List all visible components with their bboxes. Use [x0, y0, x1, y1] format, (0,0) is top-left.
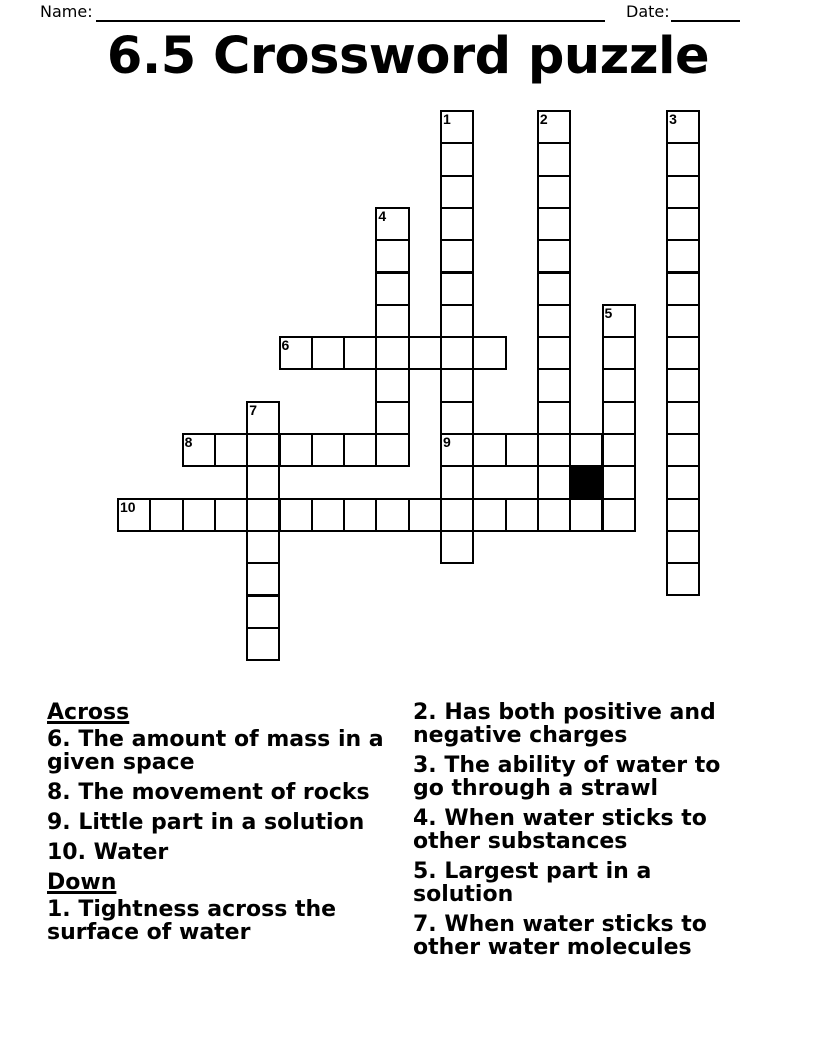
grid-cell	[246, 433, 280, 467]
grid-cell	[666, 530, 700, 564]
grid-cell	[537, 498, 571, 532]
grid-cell	[666, 433, 700, 467]
grid-cell	[182, 433, 216, 467]
grid-cell	[343, 433, 377, 467]
grid-cell	[440, 272, 474, 306]
grid-cell-number: 2	[539, 111, 548, 127]
grid-cell	[537, 110, 571, 144]
clue-down-2	[413, 701, 729, 747]
grid-cell-number: 9	[443, 434, 451, 450]
grid-cell	[246, 401, 280, 435]
grid-cell	[375, 272, 409, 306]
clue-text: Largest part in a solution	[413, 859, 652, 907]
grid-cell	[666, 207, 700, 241]
grid-cell	[666, 110, 700, 144]
grid-cell	[375, 239, 409, 273]
grid-cell	[666, 401, 700, 435]
grid-cell	[602, 433, 636, 467]
crossword-grid	[117, 110, 703, 664]
grid-cell	[440, 175, 474, 209]
clue-text: Has both positive and negative charges	[413, 700, 716, 748]
clue-across-6	[47, 728, 409, 774]
clue-text: Water	[93, 840, 169, 865]
grid-cell	[602, 336, 636, 370]
clue-number: 9.	[47, 810, 71, 835]
clue-down-1	[47, 898, 409, 944]
name-label: Name:	[40, 2, 93, 21]
grid-cell	[666, 498, 700, 532]
grid-cell	[537, 272, 571, 306]
clue-across-8	[47, 781, 409, 804]
grid-cell-number: 5	[604, 304, 613, 321]
grid-cell	[666, 304, 700, 338]
clue-number: 6.	[47, 727, 71, 752]
down-heading: Down	[47, 870, 117, 895]
grid-cell	[375, 368, 409, 402]
grid-cell	[246, 498, 280, 532]
grid-cell	[602, 465, 636, 499]
grid-cell	[117, 498, 151, 532]
grid-cell	[440, 336, 474, 370]
date-label: Date:	[626, 2, 670, 21]
grid-cell	[246, 627, 280, 661]
grid-cell	[375, 304, 409, 338]
grid-cell	[182, 498, 216, 532]
grid-cell-number: 1	[443, 111, 451, 127]
grid-cell	[537, 239, 571, 273]
grid-cell	[408, 336, 442, 370]
grid-cell	[569, 498, 603, 532]
date-blank-line	[671, 2, 740, 22]
grid-cell	[537, 304, 571, 338]
grid-cell	[440, 465, 474, 499]
grid-cell	[375, 498, 409, 532]
grid-cell	[408, 498, 442, 532]
clue-down-7	[413, 913, 729, 959]
grid-cell	[343, 498, 377, 532]
clue-text: When water sticks to other water molecules	[413, 912, 707, 960]
name-blank-line	[96, 2, 605, 22]
clue-down-4	[413, 807, 729, 853]
grid-cell	[666, 368, 700, 402]
grid-cell-number: 7	[249, 401, 257, 418]
grid-cell	[537, 401, 571, 435]
grid-cell	[440, 207, 474, 241]
grid-cell	[666, 272, 700, 306]
grid-cell	[602, 368, 636, 402]
clue-down-5	[413, 860, 729, 906]
grid-cell	[666, 175, 700, 209]
grid-cell	[505, 433, 539, 467]
grid-cell-number: 10	[120, 498, 136, 515]
clue-number: 7.	[413, 912, 437, 937]
grid-cell	[537, 207, 571, 241]
grid-cell	[246, 530, 280, 564]
clue-text: Tightness across the surface of water	[47, 897, 337, 945]
grid-cell	[440, 239, 474, 273]
clue-text: When water sticks to other substances	[413, 806, 707, 854]
grid-cell	[666, 336, 700, 370]
grid-cell	[311, 498, 345, 532]
grid-cell	[537, 433, 571, 467]
grid-cell	[602, 304, 636, 338]
clues-column-left	[47, 701, 409, 951]
grid-cell	[569, 433, 603, 467]
grid-cell	[666, 562, 700, 596]
grid-cell	[602, 498, 636, 532]
grid-cell	[279, 336, 313, 370]
clues-column-right	[413, 701, 729, 966]
grid-cell	[279, 498, 313, 532]
grid-cell	[602, 401, 636, 435]
grid-cell	[343, 336, 377, 370]
clue-across-9	[47, 811, 409, 834]
grid-cell	[440, 530, 474, 564]
grid-cell	[214, 433, 248, 467]
grid-cell-number: 6	[281, 337, 290, 354]
grid-cell	[440, 368, 474, 402]
grid-cell-number: 8	[184, 434, 193, 450]
across-heading: Across	[47, 700, 130, 725]
grid-cell-number: 3	[669, 111, 677, 127]
grid-cell	[440, 498, 474, 532]
grid-cell	[440, 433, 474, 467]
grid-cell	[246, 595, 280, 629]
grid-cell	[537, 465, 571, 499]
clue-number: 8.	[47, 780, 71, 805]
black-cell	[569, 465, 603, 499]
grid-cell	[375, 433, 409, 467]
grid-cell	[505, 498, 539, 532]
clue-down-3	[413, 754, 729, 800]
grid-cell	[246, 465, 280, 499]
grid-cell	[375, 207, 409, 241]
grid-cell	[666, 239, 700, 273]
grid-cell	[375, 401, 409, 435]
clue-number: 4.	[413, 806, 437, 831]
clue-number: 5.	[413, 859, 437, 884]
grid-cell	[440, 142, 474, 176]
grid-cell	[537, 336, 571, 370]
grid-cell	[537, 175, 571, 209]
grid-cell	[666, 465, 700, 499]
grid-cell	[311, 433, 345, 467]
page-title: 6.5 Crossword puzzle	[106, 27, 710, 86]
grid-cell	[214, 498, 248, 532]
grid-cell	[246, 562, 280, 596]
grid-cell	[440, 304, 474, 338]
grid-cell	[666, 142, 700, 176]
clue-number: 1.	[47, 897, 71, 922]
clue-number: 2.	[413, 700, 437, 725]
grid-cell	[440, 401, 474, 435]
grid-cell-number: 4	[378, 207, 387, 224]
clue-text: The ability of water to go through a strawl	[413, 753, 721, 801]
grid-cell	[472, 498, 506, 532]
grid-cell	[537, 142, 571, 176]
grid-cell	[472, 433, 506, 467]
grid-cell	[279, 433, 313, 467]
clue-text: The movement of rocks	[78, 780, 370, 805]
grid-cell	[537, 368, 571, 402]
clue-number: 10.	[47, 840, 86, 865]
clue-across-10	[47, 841, 409, 864]
grid-cell	[375, 336, 409, 370]
clue-text: The amount of mass in a given space	[47, 727, 384, 775]
clue-text: Little part in a solution	[78, 810, 365, 835]
grid-cell	[149, 498, 183, 532]
grid-cell	[472, 336, 506, 370]
grid-cell	[440, 110, 474, 144]
grid-cell	[311, 336, 345, 370]
clue-number: 3.	[413, 753, 437, 778]
